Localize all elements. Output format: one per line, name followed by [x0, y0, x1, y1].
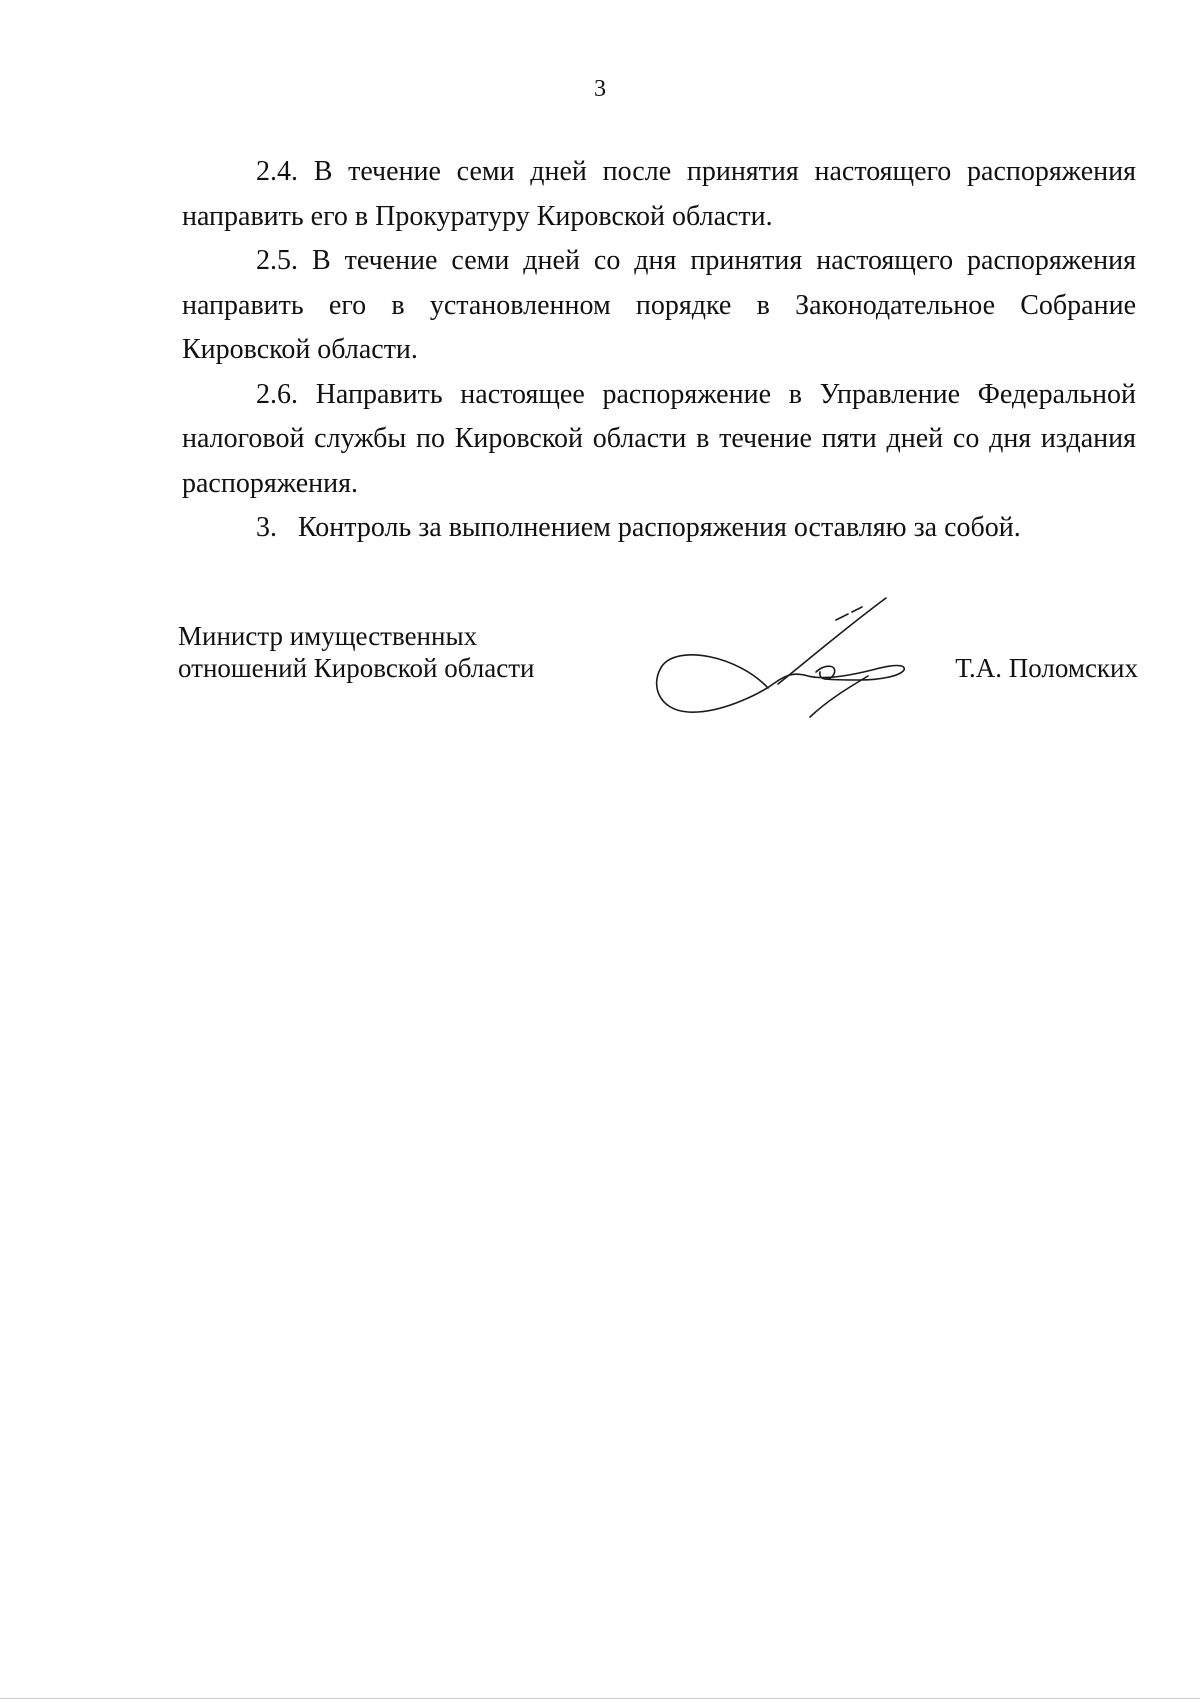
document-body — [182, 150, 1136, 551]
position-line-1: Министр имущественных — [178, 621, 478, 651]
signatory-name: Т.А. Поломских — [955, 653, 1138, 683]
paragraph-2-5: 2.5. В течение семи дней со дня принятия настоящего распоряжения направить его в установленном порядке в Законодательное Собрание Кировской области. — [182, 245, 1136, 365]
paragraph-2-6: 2.6. Направить настоящее распоряжение в Управление Федеральной налоговой службы по Кировской области в течение пяти дней со дня издания распоряжения. — [182, 378, 1136, 499]
page-number: 3 — [594, 76, 606, 102]
handwritten-signature — [648, 576, 928, 726]
signature-block — [178, 620, 1138, 730]
paragraph-3: 3. Контроль за выполнением распоряжения оставляю за собой. — [256, 512, 1021, 543]
paragraph-2-4: 2.4. В течение семи дней после принятия настоящего распоряжения направить его в Прокуратуру Кировской области. — [182, 156, 1136, 232]
page-bottom-edge — [0, 1698, 1200, 1699]
position-line-2: отношений Кировской области — [178, 653, 535, 683]
signatory-position — [178, 620, 535, 684]
